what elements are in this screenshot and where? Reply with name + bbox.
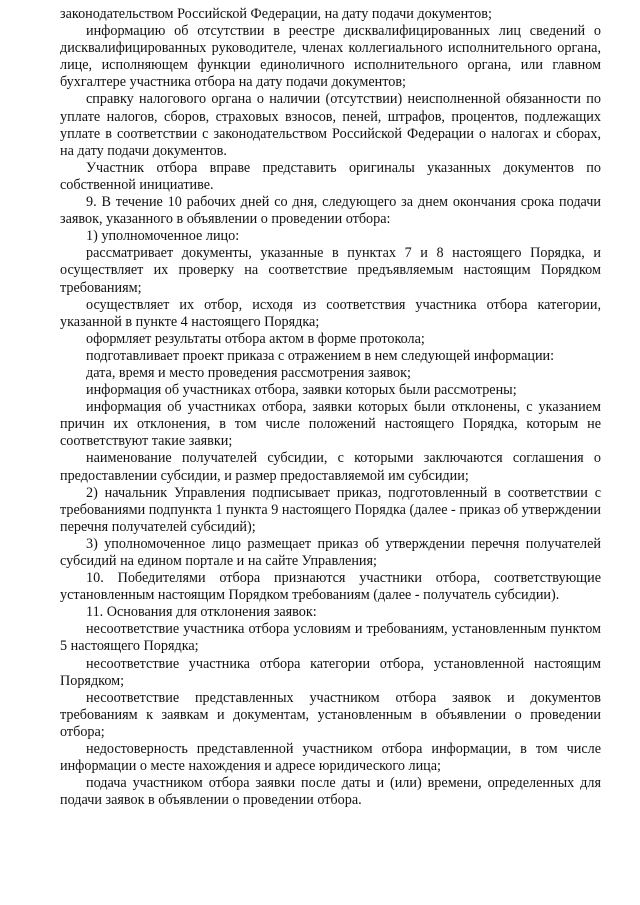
- paragraph-17: 10. Победителями отбора признаются участники отбора, соответствующие установленным настоящим Порядком требованиям (далее - получатель субсидии).: [60, 570, 601, 604]
- paragraph-13: информация об участниках отбора, заявки которых были отклонены, с указанием причин их отклонения, в том числе положений настоящего Порядка, которым не соответствуют такие заявки;: [60, 399, 601, 450]
- paragraph-5: 9. В течение 10 рабочих дней со дня, следующего за днем окончания срока подачи заявок, указанного в объявлении о проведении отбора:: [60, 194, 601, 228]
- paragraph-7: рассматривает документы, указанные в пунктах 7 и 8 настоящего Порядка, и осуществляет их проверку на соответствие предъявляемым настоящим Порядком требованиям;: [60, 245, 601, 296]
- paragraph-23: подача участником отбора заявки после даты и (или) времени, определенных для подачи заявок в объявлении о проведении отбора.: [60, 775, 601, 809]
- paragraph-8: осуществляет их отбор, исходя из соответствия участника отбора категории, указанной в пункте 4 настоящего Порядка;: [60, 296, 601, 330]
- paragraph-2: информацию об отсутствии в реестре дисквалифицированных лиц сведений о дисквалифицированных руководителе, членах коллегиального исполнительного органа, лице, исполняющем функции единоличного исполнительного органа, или главном бухгалтере участника отбора на дату подачи документов;: [60, 23, 601, 91]
- paragraph-9: оформляет результаты отбора актом в форме протокола;: [86, 330, 425, 347]
- paragraph-11: дата, время и место проведения рассмотрения заявок;: [86, 364, 411, 381]
- paragraph-10: подготавливает проект приказа с отражением в нем следующей информации:: [86, 347, 555, 364]
- paragraph-18: 11. Основания для отклонения заявок:: [86, 604, 317, 621]
- paragraph-6: 1) уполномоченное лицо:: [86, 228, 240, 245]
- paragraph-22: недостоверность представленной участником отбора информации, в том числе информации о месте нахождения и адресе юридического лица;: [60, 741, 601, 775]
- paragraph-1: законодательством Российской Федерации, на дату подачи документов;: [60, 6, 492, 22]
- paragraph-21: несоответствие представленных участником отбора заявок и документов требованиям к заявкам и документам, установленным в объявлении о проведении отбора;: [60, 689, 601, 740]
- paragraph-3: справку налогового органа о наличии (отсутствии) неисполненной обязанности по уплате налогов, сборов, страховых взносов, пеней, штрафов, процентов, подлежащих уплате в соответствии с законодательством Российской Федерации о налогах и сборах, на дату подачи документов.: [60, 91, 601, 159]
- paragraph-15: 2) начальник Управления подписывает приказ, подготовленный в соответствии с требованиями подпункта 1 пункта 9 настоящего Порядка (далее - приказ об утверждении перечня получателей субсидий);: [60, 484, 601, 535]
- paragraph-12: информация об участниках отбора, заявки которых были рассмотрены;: [86, 382, 517, 399]
- paragraph-16: 3) уполномоченное лицо размещает приказ об утверждении перечня получателей субсидий на едином портале и на сайте Управления;: [60, 535, 601, 569]
- paragraph-19: несоответствие участника отбора условиям и требованиям, установленным пунктом 5 настоящего Порядка;: [60, 621, 601, 655]
- paragraph-14: наименование получателей субсидии, с которыми заключаются соглашения о предоставлении субсидии, и размер предоставляемой им субсидии;: [60, 450, 601, 484]
- paragraph-4: Участник отбора вправе представить оригиналы указанных документов по собственной инициативе.: [60, 159, 601, 193]
- document-page: [60, 6, 601, 809]
- paragraph-20: несоответствие участника отбора категории отбора, установленной настоящим Порядком;: [60, 655, 601, 689]
